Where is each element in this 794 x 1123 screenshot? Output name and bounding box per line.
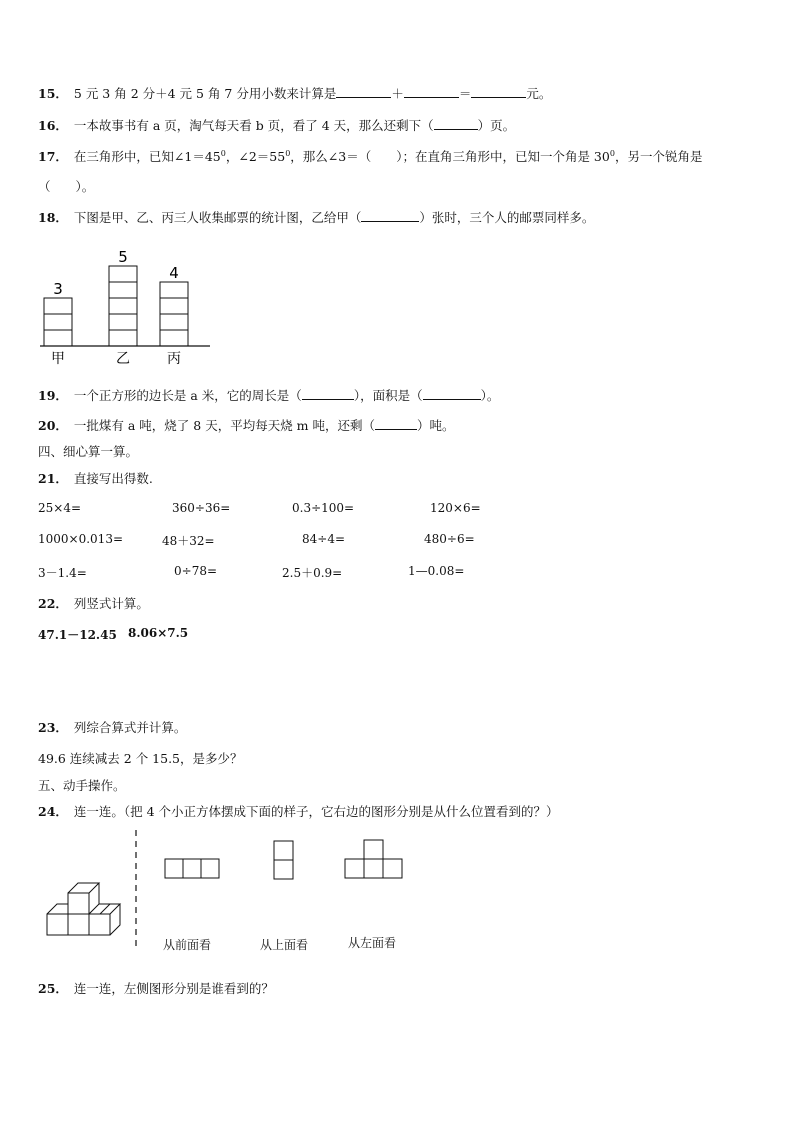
view-label-front[interactable]: 从前面看 xyxy=(163,938,212,952)
question-text: ）张时，三个人的邮票同样多。 xyxy=(419,210,595,225)
vertical-calc-item: 8.06×7.5 xyxy=(128,626,189,640)
view-label-left[interactable]: 从左面看 xyxy=(348,936,397,950)
question-17-line2: （ ）。 xyxy=(38,179,95,194)
question-text: ）。 xyxy=(480,388,500,403)
view-label-top[interactable]: 从上面看 xyxy=(260,938,309,952)
question-number: 15． xyxy=(38,86,68,101)
question-25 xyxy=(38,979,274,997)
calc-item: 48＋32= xyxy=(162,534,215,548)
degree-mark: 0 xyxy=(609,148,615,158)
stamp-chart xyxy=(36,235,216,370)
answer-blank[interactable] xyxy=(361,209,419,222)
question-text: 连一连。（把 4 个小正方体摆成下面的样子，它右边的图形分别是从什么位置看到的？） xyxy=(73,804,559,819)
question-text: 一批煤有 a 吨，烧了 8 天，平均每天烧 m 吨，还剩（ xyxy=(73,418,376,433)
bar-cell-甲 xyxy=(44,314,72,330)
question-23 xyxy=(38,718,186,736)
bar-category-label: 丙 xyxy=(167,351,181,367)
calc-item: 120×6= xyxy=(430,501,481,515)
question-text: 在三角形中，已知∠1＝45 xyxy=(73,149,221,164)
calc-item: 0÷78= xyxy=(174,564,218,578)
plus-sign: ＋ xyxy=(391,86,404,101)
calc-item: 3－1.4= xyxy=(38,566,87,580)
question-text: 直接写出得数. xyxy=(73,471,153,486)
answer-blank[interactable] xyxy=(434,117,478,130)
question-number: 18． xyxy=(38,210,68,225)
question-number: 16． xyxy=(38,118,68,133)
question-21 xyxy=(38,469,153,487)
vertical-calc-item: 47.1－12.45 xyxy=(38,628,117,642)
question-24 xyxy=(38,802,559,820)
calc-item: 25×4= xyxy=(38,501,82,515)
question-text: ，∠2＝55 xyxy=(225,149,286,164)
answer-blank[interactable] xyxy=(423,387,481,400)
question-16 xyxy=(38,116,515,134)
question-number: 19． xyxy=(38,388,68,403)
calc-item: 1—0.08= xyxy=(408,564,465,578)
bar-cell-丙 xyxy=(160,314,188,330)
calc-item: 360÷36= xyxy=(172,501,231,515)
unit-text: 元。 xyxy=(526,86,552,101)
question-text: ，那么∠3＝（ ）；在直角三角形中，已知一个角是 30 xyxy=(290,149,610,164)
top-view-figure[interactable] xyxy=(272,838,296,882)
question-text: 一个正方形的边长是 a 米，它的周长是（ xyxy=(73,388,302,403)
question-15 xyxy=(38,84,551,102)
calc-item: 84÷4= xyxy=(302,532,346,546)
question-19 xyxy=(38,386,499,404)
question-number: 17． xyxy=(38,149,68,164)
bar-cell-丙 xyxy=(160,330,188,346)
question-text: 列竖式计算。 xyxy=(73,596,149,611)
bar-cell-乙 xyxy=(109,314,137,330)
answer-blank[interactable] xyxy=(302,387,354,400)
section-4-heading: 四、细心算一算。 xyxy=(38,444,139,459)
answer-blank[interactable] xyxy=(375,417,417,430)
question-text: 列综合算式并计算。 xyxy=(73,720,187,735)
question-text: ），面积是（ xyxy=(353,388,423,403)
bar-cell-乙 xyxy=(109,266,137,282)
section-5-heading: 五、动手操作。 xyxy=(38,778,126,793)
question-text: 一本故事书有 a 页，淘气每天看 b 页，看了 4 天，那么还剩下（ xyxy=(73,118,434,133)
bar-cell-丙 xyxy=(160,298,188,314)
degree-mark: 0 xyxy=(220,148,226,158)
equals-sign: ＝ xyxy=(458,86,472,101)
question-text: ）页。 xyxy=(477,118,516,133)
bar-cell-丙 xyxy=(160,282,188,298)
dashed-divider xyxy=(133,830,139,950)
question-20 xyxy=(38,416,455,434)
bar-value-label: 3 xyxy=(53,280,63,298)
bar-category-label: 甲 xyxy=(51,351,65,367)
question-text: ，另一个锐角是 xyxy=(614,149,703,164)
answer-blank[interactable] xyxy=(471,85,526,98)
degree-mark: 0 xyxy=(285,148,291,158)
cube-stack-figure xyxy=(44,874,134,944)
question-number: 24． xyxy=(38,804,68,819)
question-number: 20． xyxy=(38,418,68,433)
front-view-figure[interactable] xyxy=(164,857,224,881)
question-text: 5 元 3 角 2 分＋4 元 5 角 7 分用小数来计算是 xyxy=(73,86,337,101)
question-22 xyxy=(38,594,149,612)
question-18 xyxy=(38,208,594,226)
question-text: 下图是甲、乙、丙三人收集邮票的统计图，乙给甲（ xyxy=(73,210,362,225)
question-number: 21． xyxy=(38,471,68,486)
calc-item: 0.3÷100= xyxy=(292,501,355,515)
question-number: 22． xyxy=(38,596,68,611)
calc-item: 1000×0.013= xyxy=(38,532,124,546)
bar-cell-甲 xyxy=(44,298,72,314)
bar-cell-乙 xyxy=(109,298,137,314)
question-number: 25． xyxy=(38,981,68,996)
bar-cell-乙 xyxy=(109,282,137,298)
left-view-figure[interactable] xyxy=(344,837,408,883)
bar-value-label: 4 xyxy=(169,264,179,282)
answer-blank[interactable] xyxy=(336,85,391,98)
question-number: 23． xyxy=(38,720,68,735)
question-text: 连一连，左侧图形分别是谁看到的？ xyxy=(73,981,274,996)
question-23-problem: 49.6 连续减去 2 个 15.5，是多少？ xyxy=(38,751,243,766)
question-text: ）吨。 xyxy=(417,418,455,433)
calc-item: 2.5＋0.9= xyxy=(282,566,343,580)
bar-category-label: 乙 xyxy=(116,351,130,367)
calc-item: 480÷6= xyxy=(424,532,475,546)
answer-blank[interactable] xyxy=(404,85,459,98)
bar-cell-乙 xyxy=(109,330,137,346)
question-17 xyxy=(38,147,702,165)
bar-value-label: 5 xyxy=(118,248,128,266)
bar-cell-甲 xyxy=(44,330,72,346)
